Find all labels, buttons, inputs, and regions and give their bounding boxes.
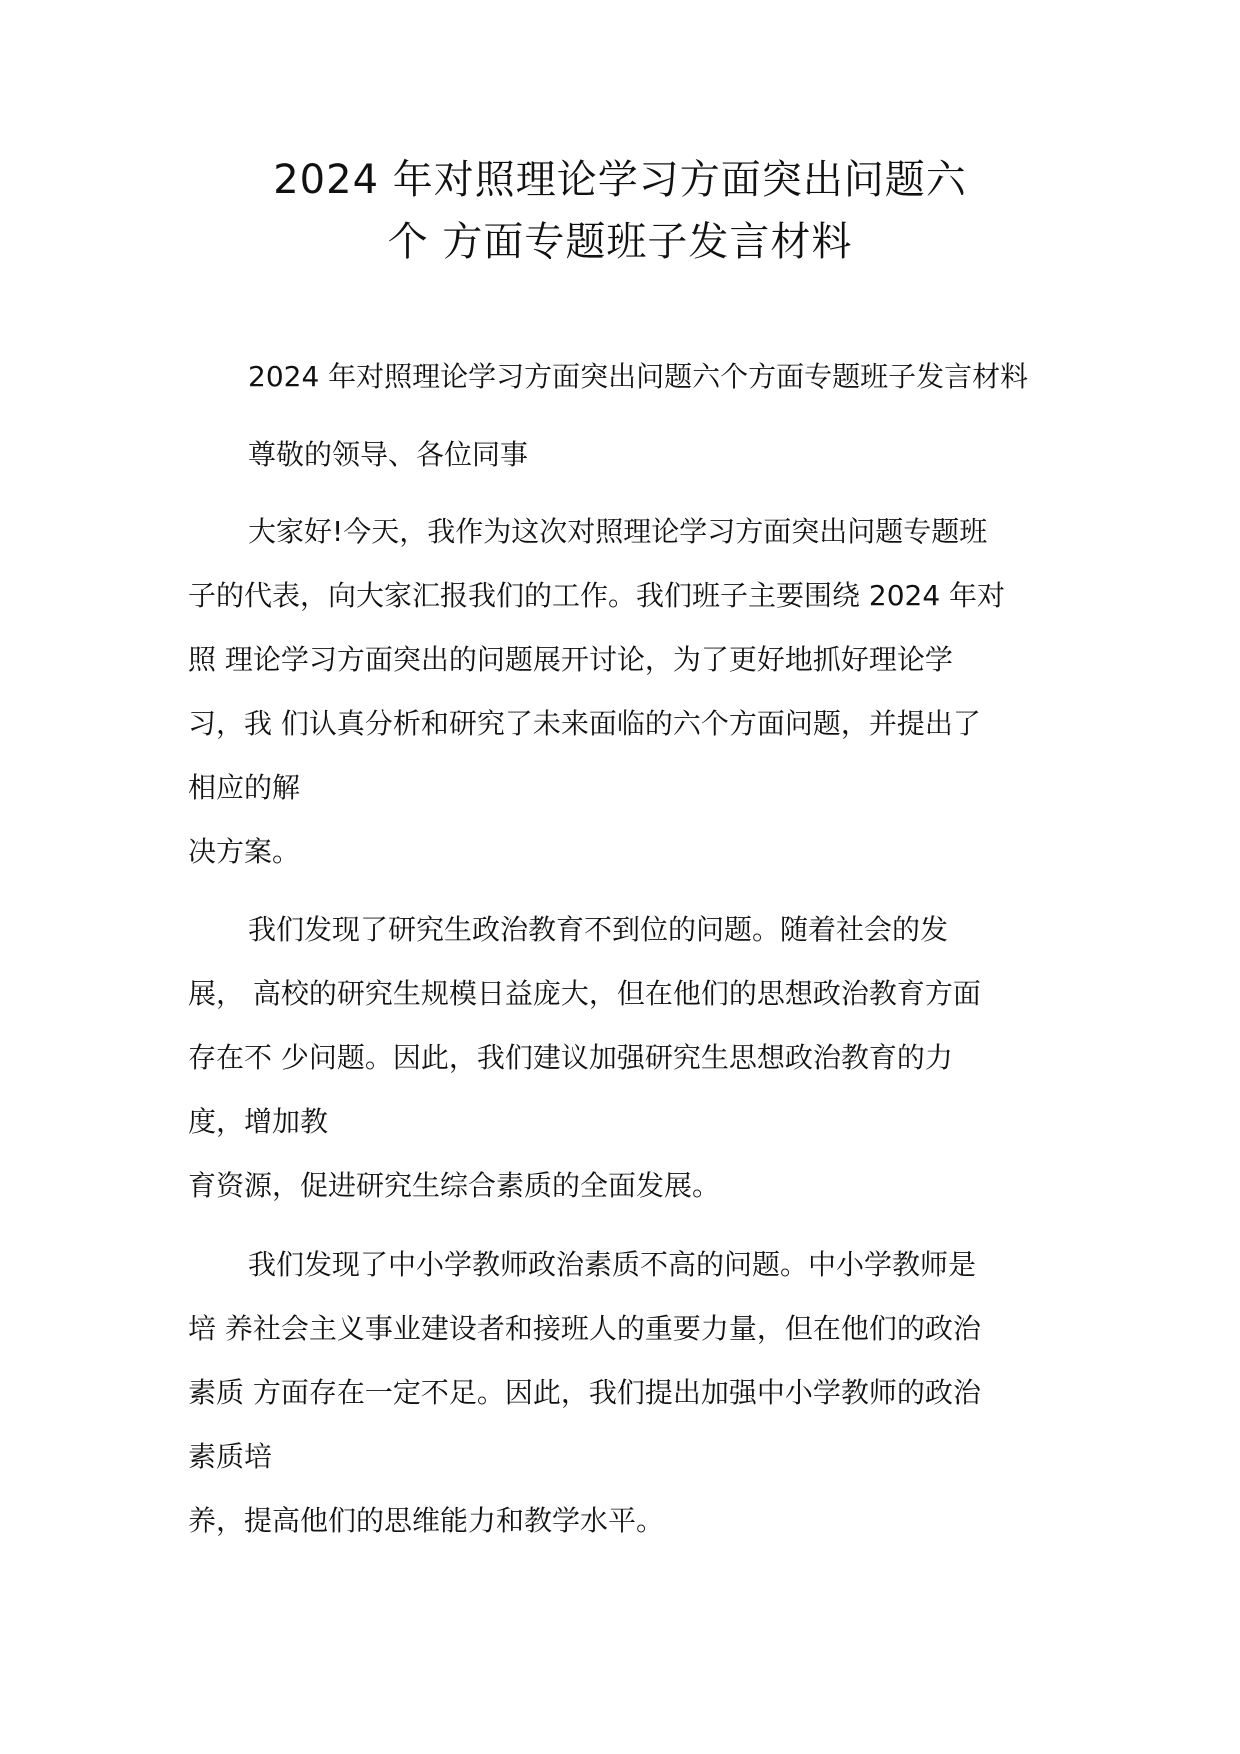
paragraph-1-line: 大家好!今天，我作为这次对照理论学习方面突出问题专题班 [248,515,988,548]
paragraph-2-line: 我们发现了研究生政治教育不到位的问题。随着社会的发 [248,913,949,946]
paragraph-1-line: 决方案。 [188,835,301,868]
document-title-line-1: 2024 年对照理论学习方面突出问题六 [273,157,967,203]
paragraph-2-line: 展， 高校的研究生规模日益庞大，但在他们的思想政治教育方面 [188,977,981,1010]
paragraph-2-line: 度，增加教 [188,1105,329,1138]
paragraph-1-line: 子的代表，向大家汇报我们的工作。我们班子主要围绕 2024 年对 [188,579,1006,612]
paragraph-1-line: 相应的解 [188,771,301,804]
paragraph-1-line: 习，我 们认真分析和研究了未来面临的六个方面问题，并提出了 [188,707,981,740]
document-title-line-2: 个 方面专题班子发言材料 [387,219,853,265]
paragraph-3-line: 素质培 [188,1440,273,1473]
paragraph-3-line: 我们发现了中小学教师政治素质不高的问题。中小学教师是 [248,1248,977,1281]
paragraph-1-line: 照 理论学习方面突出的问题展开讨论，为了更好地抓好理论学 [188,643,953,676]
document-subtitle: 2024 年对照理论学习方面突出问题六个方面专题班子发言材料 [248,360,1029,393]
paragraph-3-line: 素质 方面存在一定不足。因此，我们提出加强中小学教师的政治 [188,1376,981,1409]
salutation: 尊敬的领导、各位同事 [248,438,529,471]
paragraph-3-line: 培 养社会主义事业建设者和接班人的重要力量，但在他们的政治 [188,1312,981,1345]
paragraph-2-line: 育资源，促进研究生综合素质的全面发展。 [188,1169,721,1202]
paragraph-3-line: 养，提高他们的思维能力和教学水平。 [188,1504,665,1537]
paragraph-2-line: 存在不 少问题。因此，我们建议加强研究生思想政治教育的力 [188,1041,953,1074]
